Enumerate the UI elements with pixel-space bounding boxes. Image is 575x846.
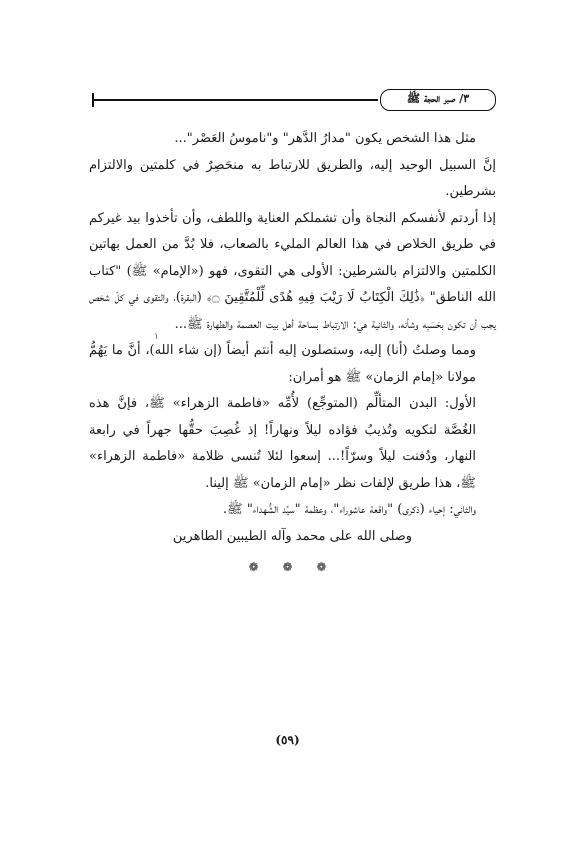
page-number: (٥٩) (275, 733, 300, 747)
paragraph-4: ومما وصلتُ (أنا) إليه، وستصلون إليه أنتم أيضاً (إن شاء الله)، أنَّ ما يَهُمُّ مولانا «إمام الزمان» ﷺ هو أمران: (89, 343, 476, 385)
page-body (89, 126, 496, 581)
closing-line: وصلى الله على محمد وآله الطيبين الطاهرين (172, 528, 413, 544)
paragraph-2: إنَّ السبيل الوحيد إليه، والطريق للارتباط به منحَصِرٌ في كلمتين والالتزام بشرطين. (89, 157, 496, 199)
paragraph-6: والثاني: إحياء (ذكرى) "واقعة عاشوراء"، وعظمة "سيِّد الشُّهداء" ﷺ. (222, 502, 476, 517)
paragraph-3: إذا أردتم لأنفسكم النجاة وأن تشملكم العناية واللطف، وأن تأخذوا بيد غيركم في طريق الخلاص في هذا العالم المليء بالصعاب، فلا بُدَّ من العمل بهاتين الكلمتين والالتزام بالشرطين: الأولى هي التقوى، فهو («الإمام» ﷺ) "كتاب الله الناطق" ﴿ذَٰلِكَ الْكِتَابُ لَا رَيْبَ فِيهِ هُدًى لِّلْمُتَّقِينَ ۝﴾ (البقرة)، والتقوى في كلّ شخص يجب أن تكون بحَسَبِه وشأنه، والثانية هي: الارتباط بساحة أهل بيت العصمة والطهارة ﷺ... (89, 210, 496, 332)
section-separator: ❁ ❁ ❁ (248, 560, 337, 574)
paragraph-1: مثل هذا الشخص يكون "مدارُ الدَّهر" و"ناموسُ العَصْر"... (174, 131, 476, 146)
header-rule (92, 99, 378, 101)
running-header (92, 89, 496, 111)
paragraph-5: الأول: البدن المتألِّم (المتوجِّع) لأُمِّه «فاطمة الزهراء» ﷺ، فإنَّ هذه الغُصَّة لتكويه وتُذيبُ فؤاده ليلاً ونهاراً! إذ غُصِبَ حقُّها جهراً في رابعة النهار، ودُفنت ليلاً وسرّاً!... إسعوا لئلا تُنسى ظلامة «فاطمة الزهراء» ﷺ، هذا طريق لإلفات نظر «إمام الزمان» ﷺ إلينا. (89, 396, 476, 491)
margin-mark: ١ (154, 332, 159, 342)
running-title: ٣/ صبر الحجة ﷺ (380, 89, 496, 111)
